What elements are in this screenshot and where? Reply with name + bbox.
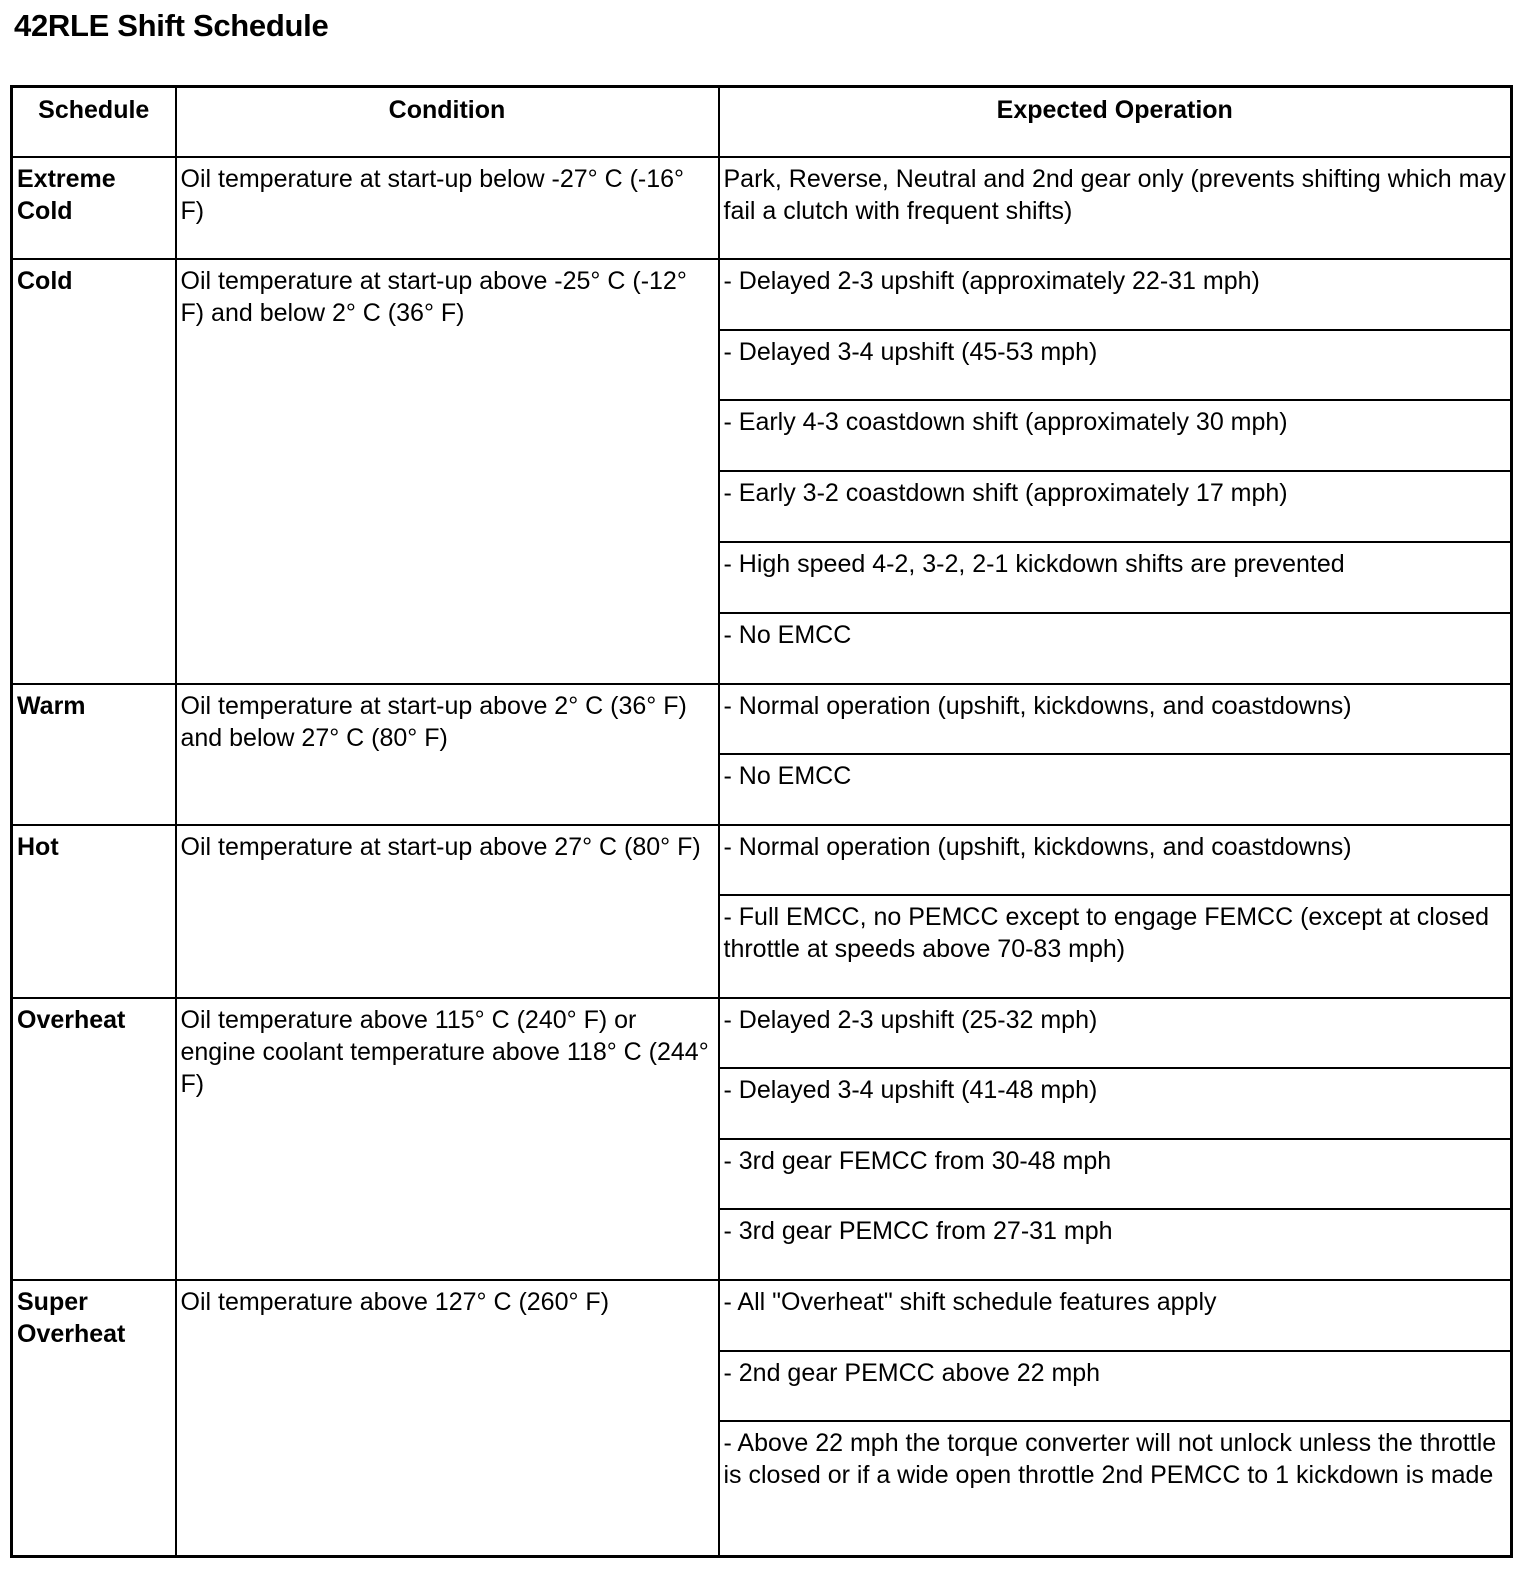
operation-cell: - Delayed 2-3 upshift (25-32 mph) bbox=[719, 998, 1512, 1068]
operation-cell: Park, Reverse, Neutral and 2nd gear only (prevents shifting which may fail a clutch with frequent shifts) bbox=[719, 157, 1512, 259]
condition-cell: Oil temperature at start-up above -25° C (-12° F) and below 2° C (36° F) bbox=[176, 259, 719, 684]
operation-cell: - Delayed 3-4 upshift (45-53 mph) bbox=[719, 330, 1512, 400]
schedule-cell: Cold bbox=[12, 259, 176, 684]
operation-cell: - All "Overheat" shift schedule features apply bbox=[719, 1280, 1512, 1351]
operation-cell: - 2nd gear PEMCC above 22 mph bbox=[719, 1351, 1512, 1421]
operation-cell: - Above 22 mph the torque converter will not unlock unless the throttle is closed or if a wide open throttle 2nd PEMCC to 1 kickdown is made bbox=[719, 1421, 1512, 1557]
schedule-cell: Hot bbox=[12, 825, 176, 998]
operation-cell: - No EMCC bbox=[719, 754, 1512, 825]
page-title: 42RLE Shift Schedule bbox=[14, 8, 329, 43]
schedule-cell: Super Overheat bbox=[12, 1280, 176, 1557]
condition-cell: Oil temperature at start-up above 27° C (80° F) bbox=[176, 825, 719, 998]
table-header-row bbox=[12, 87, 1512, 157]
header-expected-operation: Expected Operation bbox=[719, 87, 1512, 157]
shift-schedule-table bbox=[10, 85, 1513, 1558]
operation-cell: - No EMCC bbox=[719, 613, 1512, 684]
operation-cell: - Delayed 3-4 upshift (41-48 mph) bbox=[719, 1068, 1512, 1139]
table-row bbox=[12, 1280, 1512, 1351]
operation-cell: - High speed 4-2, 3-2, 2-1 kickdown shifts are prevented bbox=[719, 542, 1512, 613]
table-row bbox=[12, 157, 1512, 259]
operation-cell: - Early 3-2 coastdown shift (approximately 17 mph) bbox=[719, 471, 1512, 542]
schedule-cell: Extreme Cold bbox=[12, 157, 176, 259]
operation-cell: - Normal operation (upshift, kickdowns, and coastdowns) bbox=[719, 684, 1512, 754]
header-schedule: Schedule bbox=[12, 87, 176, 157]
table-row bbox=[12, 825, 1512, 895]
condition-cell: Oil temperature at start-up below -27° C (-16° F) bbox=[176, 157, 719, 259]
operation-cell: - Full EMCC, no PEMCC except to engage FEMCC (except at closed throttle at speeds above 70-83 mph) bbox=[719, 895, 1512, 998]
operation-cell: - 3rd gear PEMCC from 27-31 mph bbox=[719, 1209, 1512, 1280]
schedule-cell: Overheat bbox=[12, 998, 176, 1280]
operation-cell: - Early 4-3 coastdown shift (approximately 30 mph) bbox=[719, 400, 1512, 471]
condition-cell: Oil temperature above 115° C (240° F) or engine coolant temperature above 118° C (244° F) bbox=[176, 998, 719, 1280]
table-row bbox=[12, 998, 1512, 1068]
condition-cell: Oil temperature at start-up above 2° C (36° F) and below 27° C (80° F) bbox=[176, 684, 719, 825]
condition-cell: Oil temperature above 127° C (260° F) bbox=[176, 1280, 719, 1557]
table-row bbox=[12, 684, 1512, 754]
operation-cell: - Delayed 2-3 upshift (approximately 22-31 mph) bbox=[719, 259, 1512, 330]
table-row bbox=[12, 259, 1512, 330]
schedule-cell: Warm bbox=[12, 684, 176, 825]
header-condition: Condition bbox=[176, 87, 719, 157]
operation-cell: - 3rd gear FEMCC from 30-48 mph bbox=[719, 1139, 1512, 1209]
operation-cell: - Normal operation (upshift, kickdowns, and coastdowns) bbox=[719, 825, 1512, 895]
